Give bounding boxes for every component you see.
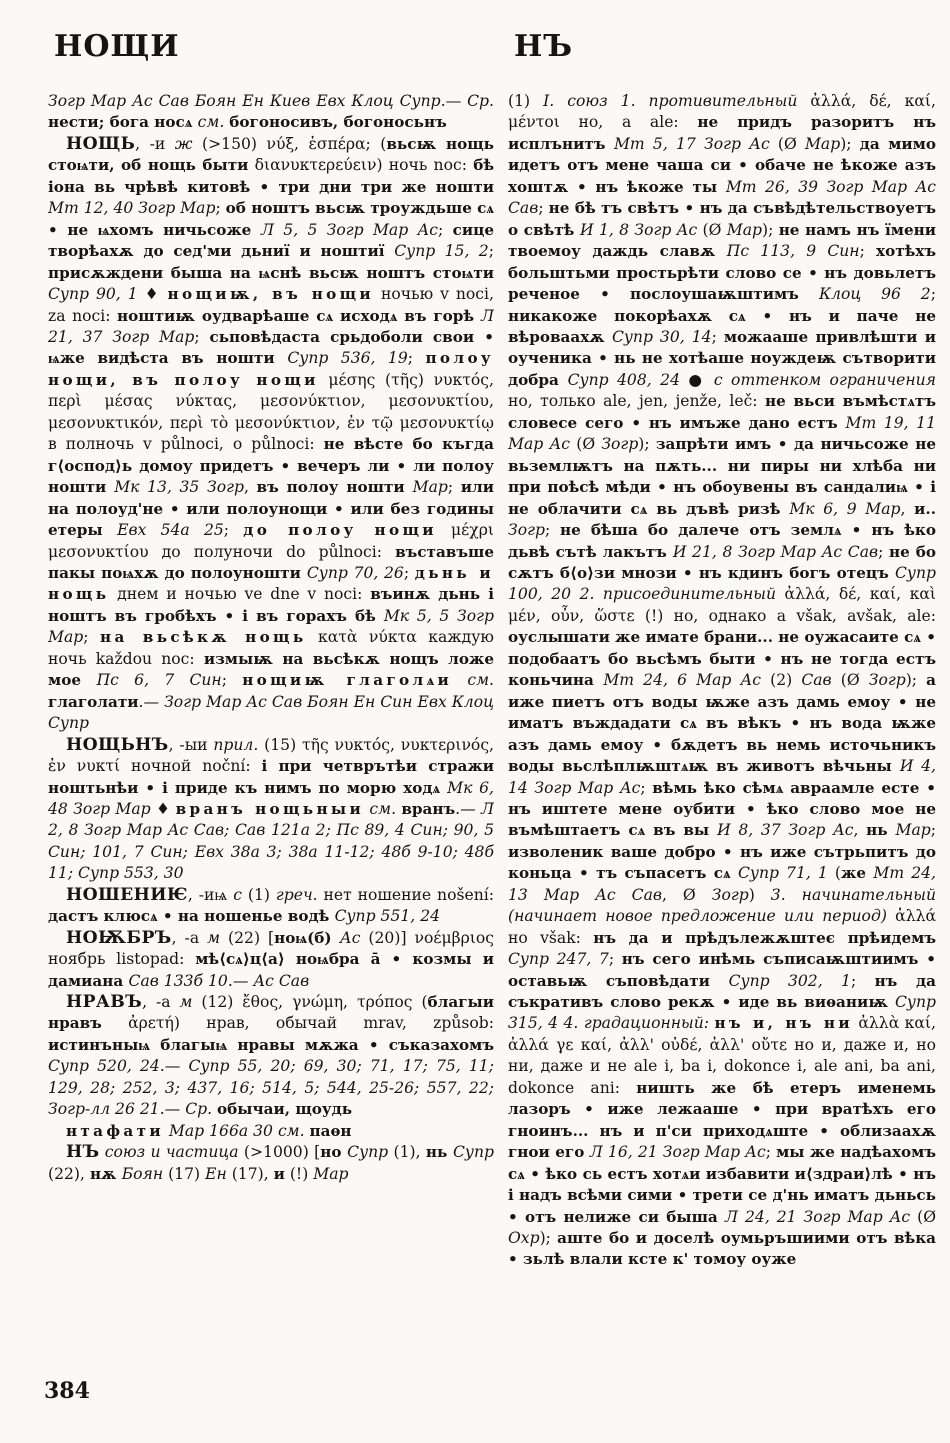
text-run: Боян [121, 1164, 164, 1183]
text-run: , [853, 821, 867, 840]
text-run: Клоц 96 2 [818, 285, 931, 304]
text-run: ) [748, 885, 771, 904]
text-run: (Ø [697, 220, 727, 239]
text-run: μέχρι μεσονυκτίου до полуночи do půlnoci: [48, 521, 494, 561]
text-run: ἀλλά, δέ, καί, καὶ μέν, οὖν, ὥστε (!) но, однако a však, avšak, ale: [508, 585, 936, 625]
text-run: .— [227, 971, 254, 990]
text-run: (15) τῆς νυκτός, νυκτερινός, ἐν νυκτί ночной noční: [48, 735, 494, 776]
text-run: Супр 71, 1 [737, 864, 828, 883]
text-run: Мт 5, 17 Зогр Ас [613, 134, 770, 153]
text-run: ); [840, 134, 860, 153]
text-run: не вѣсте бо къгда г⟨оспод⟩ь домоу придетъ • вечеръ ли • ли полоу ношти [48, 435, 494, 497]
dictionary-paragraph [48, 134, 494, 735]
text-run: можааше привлѣшти и оученика • нь не хотѣаше ноуждеѭ сътворити добра [508, 327, 936, 389]
text-run: до полоу нощи [243, 521, 437, 540]
text-run: же [840, 864, 874, 883]
text-run: , -иѩ [187, 885, 234, 904]
text-run: И 1, 8 Зогр Ас [580, 220, 698, 239]
text-run: нь [425, 1143, 453, 1162]
text-run: нъ да съкративъ слово рекѫ • иде вь виѳаниѭ [508, 971, 936, 1012]
text-run: дастъ клюсѧ • на ношенье водѣ [48, 907, 335, 926]
text-run: греч. [275, 885, 324, 904]
text-run: вьсѭ нощь стоѩти, об нощь быти [48, 134, 494, 175]
text-run: Мк 13, 35 Зогр [114, 478, 244, 497]
text-run: I. союз 1. противительный [543, 92, 798, 110]
text-run: паѳн [309, 1121, 352, 1140]
text-run: κατὰ νύκτα каждую ночь každou noc: [48, 628, 494, 668]
text-run: Ас Сав [253, 971, 310, 990]
text-run: Супр 100, 20 [508, 563, 936, 604]
text-run: запрѣти имъ • да ничьсоже не вьземлѭтъ на пѫть... ни пиры ни хлѣба ни при поѣсѣ мѣди • нъ обоувены въ сандалиѩ • і не облачити сѧ вь дъвѣ ризѣ [508, 435, 936, 518]
text-run: Мк 6, 48 Зогр Мар [48, 778, 494, 818]
text-run: ; [640, 778, 653, 797]
text-run: Л 16, 21 Зогр Мар Ас [589, 1143, 766, 1162]
text-run: нтафати [65, 1121, 164, 1140]
text-run: ; [403, 563, 415, 582]
text-run: Мт 24, 6 Мар Ас [603, 671, 762, 690]
text-run: (Ø [831, 671, 869, 690]
text-run: въ полоу ношти [256, 478, 413, 497]
text-run: ; [930, 821, 936, 840]
dictionary-paragraph [508, 91, 936, 1271]
text-run: (2) [761, 671, 802, 690]
text-run: (1) [242, 885, 276, 904]
text-run: Супр 90, 1 [48, 285, 138, 304]
text-run: нъ сего инѣмь съписаѭштиимъ • оставьѭ съповѣдати [508, 950, 936, 990]
text-run: (>1000) [ [238, 1143, 321, 1162]
text-run: Л 5, 5 Зогр Мар Ас [260, 220, 439, 239]
page-number: 384 [44, 1378, 90, 1404]
text-run: Ас [339, 928, 361, 947]
text-run: но [320, 1143, 348, 1162]
text-run: И 4, 14 Зогр Мар Ас [508, 757, 936, 797]
text-run: дьнь и нощь [48, 563, 494, 604]
text-run: Сав 133б 10 [128, 971, 228, 990]
text-run [452, 671, 467, 689]
text-run: союз и частица [104, 1143, 239, 1162]
text-run: ); [638, 435, 656, 454]
text-run: Л 2, 8 Зогр Мар Ас Сав; Сав 121а 2; Пс 89, 4 Син; 90, 5 Син; 101, 7 Син; Евх 38а 3; 38а 11-12; 48б 9-10; 48б 11; Супр 553, 30 [48, 799, 494, 883]
text-run: ; [221, 671, 243, 690]
text-run: Супр [452, 1143, 494, 1162]
text-run: нести; бога носѧ [48, 113, 198, 132]
text-run: м [207, 928, 221, 947]
text-run: ; [538, 199, 549, 218]
text-run: ἀλλά но však: [508, 907, 936, 947]
text-run: да мимо идетъ отъ мене чаша си • обаче не ѣкоже азъ хоштѫ • нъ ѣкоже ты [508, 134, 936, 196]
running-head-left: НОЩИ [54, 30, 180, 64]
text-run: .— [455, 799, 481, 818]
text-run: с [233, 885, 242, 904]
text-run: (17) [163, 1164, 206, 1183]
text-run: прил. [213, 735, 259, 754]
dictionary-paragraph [48, 91, 494, 134]
text-run: не придъ разоритъ нъ исплънитъ [508, 113, 936, 153]
text-run: Сав [801, 671, 832, 690]
text-run: Ср. [185, 1100, 218, 1119]
text-run: Супр 520, 24 [48, 1057, 160, 1076]
text-run: не вьси въмѣстѧтъ словесе сего • нъ имъже дано естъ [508, 392, 936, 432]
text-run: Зогр [868, 671, 906, 690]
text-run: Супр 70, 26 [306, 563, 404, 582]
column-left [48, 30, 494, 1360]
text-run: 3. начинательный (начинает новое предложение или период) [508, 885, 936, 926]
text-run: бѣ іона вь чрѣвѣ китовѣ • три дни три же ношти [48, 156, 494, 196]
text-run: Зогр [601, 435, 639, 454]
text-run: , -и [135, 134, 175, 153]
text-run: ♦ [150, 799, 176, 818]
text-run: Пс 113, 9 Син [726, 242, 860, 261]
text-run: ; [608, 950, 622, 969]
text-run: но, только ale, jen, jenže, leč: [508, 392, 765, 411]
text-run: , [243, 478, 257, 497]
text-run: Мар [804, 134, 841, 153]
text-run: , Ø [661, 885, 712, 904]
text-run: об ноштъ вьсѭ троуждьше сѧ • не ѩхомъ ничьсоже [48, 199, 494, 239]
text-run: не бо сѫтъ б⟨о⟩зи мнози • нъ кдинъ богъ отецъ [508, 542, 936, 582]
text-run: Мар 166а 30 [168, 1121, 278, 1140]
text-run: Зогр [508, 521, 545, 540]
text-run: Охр [508, 1229, 540, 1248]
text-run: , -ыи [168, 735, 214, 754]
text-run: въставъше пакы поѩхѫ до полоуношти [48, 542, 494, 582]
text-run: см. [369, 799, 402, 818]
text-run: ночью v noci, za noci: [48, 285, 494, 325]
text-run: (Ø [769, 134, 805, 153]
text-run: вранъ нощьныи [175, 799, 365, 818]
text-run: а иже пиетъ отъ воды ѭже азъ дамь емоу • не иматъ въждадати сѧ въ вѣкъ • нъ вода ѭже азъ дамь емоу • бѫдетъ вь немь источьникъ воды вьслѣплѭштѧѭ въ животъ вѣчьны [508, 671, 936, 776]
text-run: .— [138, 692, 165, 711]
text-run: ; [407, 349, 426, 368]
text-run: , -а [171, 928, 208, 947]
text-run: ἀρετή) нрав, обычай mrav, způsob: [101, 1014, 494, 1033]
text-run: ); [905, 671, 927, 690]
text-run: сице творѣахѫ до сед'ми дьниї и ноштиї [48, 220, 494, 261]
text-run: ; [488, 242, 494, 261]
text-run: Зогр [711, 885, 749, 904]
text-run: Зогр Мар Ас Сав Боян Ен Син Евх Клоц Супр [48, 692, 494, 733]
text-run: Супр 408, 24 [567, 370, 680, 389]
text-run: ; [83, 628, 100, 647]
text-run: Мк 6, 9 Мар [789, 499, 901, 518]
text-run: полоу нощи, въ полоу нощи [48, 349, 494, 389]
text-run: измыѭ на вьсѣкѫ нощъ ложе мое [48, 649, 494, 690]
text-run: въинѫ дьнь і ноштъ въ гробѣхъ • і въ горахъ бѣ [48, 585, 494, 625]
text-run: или на полоуд'не • или полоунощи • или без годины етеры [48, 478, 494, 540]
text-run: 2. присоединительный [579, 585, 777, 604]
text-run: Зогр Мар Ас Сав Боян Ен Киев Евх Клоц Супр.— Ср. [48, 92, 494, 110]
text-run: (1) [508, 92, 544, 110]
text-run: мы же надѣахомъ сѧ • ѣко сь естъ хотѧи избавити и⟨здраи⟩лѣ • нъ і надъ всѣми сими • трети се д'нь иматъ дьньсь • отъ нелиже си быша [508, 1143, 936, 1226]
text-run: Мк 5, 5 Зогр Мар [48, 606, 494, 647]
text-run: м [179, 993, 193, 1012]
text-run: .— [159, 1100, 186, 1119]
text-run: (20)] νοέμβριος ноябрь listopad: [48, 928, 494, 969]
text-run: Супр 15, 2 [394, 242, 489, 261]
text-run: ( [827, 864, 841, 883]
text-run: Супр 30, 14 [611, 327, 712, 346]
text-run: Мт 26, 39 Зогр Мар Ас Сав [508, 177, 936, 218]
text-run [571, 585, 580, 603]
text-run: ; [447, 478, 461, 497]
text-run: (17), [226, 1164, 274, 1183]
text-run: Л 21, 37 Зогр Мар [48, 306, 494, 346]
text-run: НЪ [65, 1142, 100, 1163]
text-run: НОШЕНИѤ [65, 884, 188, 905]
text-run: см. [467, 671, 494, 690]
text-run: мѣ⟨сѧ⟩ц⟨а⟩ ноѩбра а̄ • козмы и дамиана [48, 950, 494, 990]
text-run: Супр [347, 1143, 389, 1162]
text-run: Мт 19, 11 Мар Ас [508, 413, 936, 454]
text-run: см. [197, 113, 230, 132]
text-run: Мар [313, 1164, 349, 1183]
text-run: ; [544, 521, 560, 540]
text-run: НОЩЬНЪ [65, 734, 169, 755]
text-run: ♦ [137, 285, 168, 304]
text-run: Супр 536, 19 [287, 349, 408, 368]
text-run: благыи нравъ [48, 993, 494, 1033]
text-run: и.. [914, 499, 936, 518]
text-run: нъ да и прѣдълежѫштеє прѣидемъ [593, 928, 936, 947]
text-run: Супр 315, 4 [508, 993, 936, 1033]
text-run: присѫждени быша на ѩснѣ вьсѭ ноштъ стоѩти [48, 263, 494, 282]
text-run: ● [680, 370, 714, 389]
text-run: ноѩ(б) [274, 928, 340, 947]
dictionary-paragraph [48, 735, 494, 885]
text-run: нет ношение nošení: [323, 885, 494, 904]
text-run: Мар [895, 821, 931, 840]
text-run: , -а [142, 993, 180, 1012]
text-run: ж [174, 134, 193, 153]
text-run: и [273, 1164, 285, 1183]
text-run: , [900, 499, 915, 518]
text-run: см. [277, 1121, 310, 1140]
running-head-right: НЪ [514, 30, 574, 64]
text-run: Мар [726, 220, 763, 239]
text-run: не намъ нъ їмени твоемоу даждь славѫ [508, 220, 936, 261]
text-run: ; [850, 971, 875, 990]
text-run: ; [878, 542, 889, 561]
text-run: ); [762, 220, 779, 239]
text-run: нощиѭ, въ нощи [167, 285, 375, 304]
dictionary-paragraph [48, 992, 494, 1121]
text-run: НРАВЪ [65, 992, 143, 1013]
text-run: Евх 54а 25 [117, 521, 224, 540]
text-run: не бѣша бо далече отъ землѧ • нъ ѣко дьвѣ сътѣ лакътъ [508, 521, 936, 561]
text-run: Мт 12, 40 Зогр Мар [48, 199, 216, 218]
text-run: Мт 24, 13 Мар Ас Сав [508, 864, 936, 904]
text-run: на вьсѣкѫ нощь [100, 628, 307, 647]
text-run: ; [859, 242, 877, 261]
text-run: Супр 55, 20; 69, 30; 71, 17; 75, 11; 129, 28; 252, 3; 437, 16; 514, 5; 544, 25-26; 557, 22; Зогр-лл 26 21 [48, 1057, 494, 1119]
text-run: .— [159, 1057, 189, 1076]
text-run: нощиѭ глаголѧи [242, 671, 453, 690]
text-run: хотѣхъ больштьми простьрѣти слово се • нъ довьлетъ реченое • послоушаѭштимъ [508, 242, 936, 304]
text-run: нь [866, 821, 896, 840]
text-run: богоносивъ, богоносьнъ [229, 113, 447, 132]
text-run: διανυκτερεύειν) ночь noc: [248, 156, 474, 175]
text-run: глаголати [48, 692, 139, 711]
text-run: Ен [205, 1164, 227, 1183]
text-run: 4. градационный: [563, 1014, 710, 1033]
text-run: не бѣ тъ свѣтъ • нъ да съвѣдѣтельствоуетъ о свѣтѣ [508, 199, 936, 239]
text-run: вѣмь ѣко сѣмѧ авраамле есте • нъ иштете мене оубити • ѣко слово мое не въмѣштаетъ сѧ въ вы [508, 778, 936, 840]
dictionary-paragraph [48, 928, 494, 992]
text-run: (>150) νύξ, ἑσπέρα; ( [192, 134, 387, 153]
column-right [508, 30, 936, 1425]
text-run: И 21, 8 Зогр Мар Ас Сав [672, 542, 879, 561]
text-run: (12) ἔθος, γνώμη, τρόπος ( [192, 993, 428, 1012]
text-run: И 8, 37 Зогр Ас [717, 821, 854, 840]
text-run: Л 24, 21 Зогр Мар Ас [725, 1207, 911, 1226]
text-run: ; [930, 285, 936, 304]
text-run: ; [223, 521, 244, 540]
text-run: ἀλλά, δέ, καί, μέντοι но, a ale: [508, 92, 936, 132]
text-run: оуслышати же имате брани... не оужасаите сѧ • подобаатъ бо вьсѣмъ быти • нъ не тогда естъ коньчина [508, 628, 936, 690]
text-run: Супр 247, 7 [508, 950, 609, 969]
text-run: ; [438, 220, 453, 239]
text-run: μέσης (τῆς) νυκτός, περὶ μέσας νύκτας, μεσονύκτιον, μεσονυκτίου, μεσονυκτικόν, περὶ τὸ μεσονύκτιον, ἐν τῷ μεσονυκτίῳ в полночь v půlnoci, o půlnoci: [48, 370, 494, 454]
text-run: (1), [388, 1143, 426, 1162]
text-run: ; [765, 1143, 777, 1162]
text-run: (22) [ [220, 928, 275, 947]
dictionary-paragraph [48, 1142, 494, 1185]
text-run: аште бо и доселѣ оумьръшиими отъ вѣка • зьлѣ влали ксте к' томоу оуже [508, 1229, 936, 1269]
text-run: нѫ [89, 1164, 122, 1183]
text-run: ; [215, 199, 226, 218]
text-run: (Ø [570, 435, 602, 454]
text-run: (22), [48, 1164, 90, 1183]
text-run: изволеник ваше добро • нъ иже сътрьпитъ до коньца • тъ съпасетъ сѧ [508, 842, 936, 883]
text-run: обычаи, щоудь [217, 1100, 353, 1119]
text-run: с оттенком ограничения [713, 370, 936, 389]
text-run: нъ и, нъ ни [714, 1014, 853, 1033]
text-run: ; [711, 327, 724, 346]
text-run: ноштиѭ оудварѣаше сѧ исходѧ въ горѣ [117, 306, 481, 325]
dictionary-paragraph [48, 1121, 494, 1142]
text-run: вранъ [401, 799, 456, 818]
text-run: ништь же бѣ етеръ именемь лазоръ • иже лежааше • при вратѣхъ его гноинъ... нъ и п'си приходѧште • облизаахѫ гнои его [508, 1078, 936, 1162]
text-run: ἀλλὰ καί, ἀλλά γε καί, ἀλλ' οὐδέ, ἀλλ' οὔτε но и, даже и, но ни, даже и не ale i, ba i, dokonce i, ale ani, ba ani, dokonce ani: [508, 1014, 936, 1097]
text-run: истинъныѩ благыѩ нравы мѫжа • съказахомъ [48, 1035, 494, 1054]
text-run: ); [539, 1229, 558, 1248]
text-run: Мар [412, 478, 448, 497]
text-run: днем и ночью ve dne v noci: [109, 585, 371, 604]
text-run: (Ø [910, 1207, 936, 1226]
text-run: НОѬБРЪ [65, 927, 172, 948]
text-run: ; [194, 327, 210, 346]
text-run: Супр 551, 24 [334, 907, 441, 926]
text-run: никакоже покорѣахѫ сѧ • нъ и паче не вѣроваахѫ [508, 306, 936, 346]
text-run: сьповѣдаста срьдоболи свои • ѩже видѣста въ ношти [48, 327, 494, 368]
text-run: Пс 6, 7 Син [96, 671, 222, 690]
text-run: Супр 302, 1 [728, 971, 851, 990]
text-run: (!) [284, 1164, 314, 1183]
dictionary-paragraph [48, 885, 494, 928]
text-run: і при четврътѣи стражи ноштьнѣи • і приде къ нимъ по морю ходѧ [48, 757, 494, 797]
text-run: НОЩЬ [65, 133, 136, 154]
